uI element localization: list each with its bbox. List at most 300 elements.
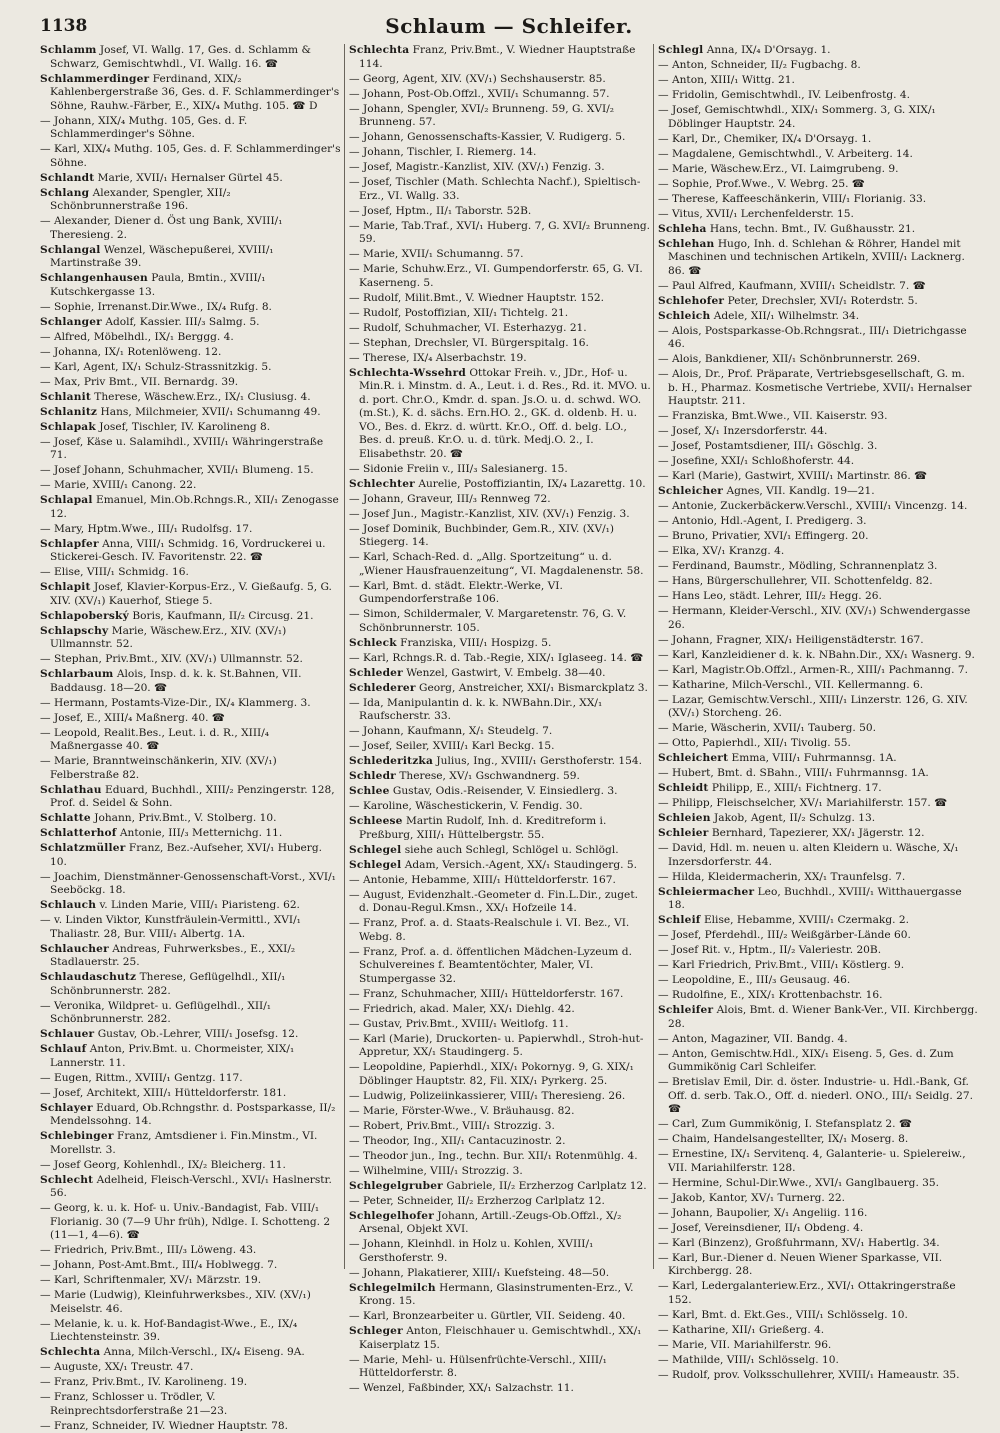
entry-details: — Karl, Dr., Chemiker, IX/₄ D'Orsayg. 1. [658, 133, 871, 145]
entry-surname: Schledr [349, 770, 396, 782]
entry-details: — Mary, Hptm.Wwe., III/₁ Rudolfsg. 17. [40, 523, 252, 535]
directory-entry [349, 652, 651, 666]
directory-entry [40, 115, 342, 142]
directory-entry [349, 367, 651, 462]
entry-details: — Ernestine, IX/₁ Servitenq. 4, Galanterie- u. Spielereiw., VII. Mariahilferstr. 128. [658, 1148, 966, 1174]
entry-details: — Sidonie Freiin v., III/₃ Salesianerg. 15. [349, 463, 568, 475]
directory-entry [40, 581, 342, 608]
entry-details: — Karl, Schriftenmaler, XV/₁ Märzstr. 19. [40, 1274, 261, 1286]
directory-entry [658, 842, 978, 869]
entry-details: — Ida, Manipulantin d. k. k. NWBahn.Dir., XX/₁ Raufscherstr. 33. [349, 697, 602, 723]
directory-entry [40, 331, 342, 345]
entry-surname: Schlandt [40, 172, 94, 184]
directory-entry [40, 899, 342, 913]
entry-details: Marie, XVII/₁ Hernalser Gürtel 45. [98, 172, 283, 184]
entry-details: Wenzel, Wäschepußerei, XVIII/₁ Martinstraße 39. [50, 244, 274, 270]
entry-details: — Johann, Plakatierer, XIII/₁ Kuefsteing. 48—50. [349, 1267, 609, 1279]
entry-details: — Georg, Agent, XIV. (XV/₁) Sechshauserstr. 85. [349, 73, 606, 85]
directory-entry [40, 391, 342, 405]
entry-surname: Schlaucher [40, 943, 109, 955]
entry-details: — Anton, XIII/₁ Wittg. 21. [658, 74, 795, 86]
directory-entry [658, 515, 978, 529]
directory-entry [658, 1324, 978, 1338]
directory-entry [658, 1004, 978, 1031]
entry-details: — Josef, Seiler, XVIII/₁ Karl Beckg. 15. [349, 740, 555, 752]
entry-details: — Marie, Tab.Traf., XVI/₁ Huberg. 7, G. XVI/₂ Brunneng. 59. [349, 220, 650, 246]
entry-details: — Johann, Fragner, XIX/₁ Heiligenstädterstr. 167. [658, 634, 924, 646]
directory-entry [658, 455, 978, 469]
directory-entry [349, 1354, 651, 1381]
directory-entry [658, 133, 978, 147]
entry-details: — Karl, Bur.-Diener d. Neuen Wiener Sparkasse, VII. Kirchbergg. 28. [658, 1252, 942, 1278]
entry-details: — Alois, Bankdiener, XII/₁ Schönbrunnerstr. 269. [658, 353, 920, 365]
directory-entry [40, 1130, 342, 1157]
directory-entry [40, 272, 342, 299]
directory-entry [349, 1120, 651, 1134]
directory-entry [658, 974, 978, 988]
entry-details: Georg, Anstreicher, XXI/₁ Bismarckplatz 3. [419, 682, 648, 694]
entry-details: Alois, Bmt. d. Wiener Bank-Ver., VII. Kirchbergg. 28. [668, 1004, 978, 1030]
directory-entry [658, 368, 978, 409]
entry-details: — Katharine, Milch-Verschl., VII. Kellermanng. 6. [658, 679, 923, 691]
entry-details: — Karl Friedrich, Priv.Bmt., VIII/₁ Köstlerg. 9. [658, 959, 904, 971]
directory-entry [658, 1222, 978, 1236]
entry-details: — Josef Rit. v., Hptm., II/₂ Valeriestr. 20B. [658, 944, 881, 956]
entry-details: — Otto, Papierhdl., XII/₁ Tivolig. 55. [658, 737, 851, 749]
entry-details: — Josef, Gemischtwhdl., XIX/₁ Sommerg. 3, G. XIX/₁ Döblinger Hauptstr. 24. [658, 104, 936, 130]
entry-details: — Johann, Kaufmann, X/₁ Steudelg. 7. [349, 725, 552, 737]
directory-entry [349, 946, 651, 987]
entry-surname: Schlayer [40, 1102, 93, 1114]
entry-details: Elise, Hebamme, XVIII/₁ Czermakg. 2. [704, 914, 909, 926]
directory-entry [349, 917, 651, 944]
entry-details: Gustav, Odis.-Reisender, V. Einsiedlerg. 3. [393, 785, 618, 797]
directory-entry [349, 146, 651, 160]
entry-surname: Schleier [658, 827, 709, 839]
entry-surname: Schlanger [40, 316, 102, 328]
entry-details: — Vitus, XVII/₁ Lerchenfelderstr. 15. [658, 208, 854, 220]
entry-surname: Schlang [40, 187, 89, 199]
entry-details: Adele, XII/₁ Wilhelmstr. 34. [714, 310, 859, 322]
directory-entry [40, 1274, 342, 1288]
directory-entry [40, 697, 342, 711]
entry-details: Paula, Bmtin., XVIII/₁ Kutschkergasse 13. [50, 272, 266, 298]
directory-entry [40, 523, 342, 537]
entry-details: Hans, techn. Bmt., IV. Gußhausstr. 21. [710, 223, 915, 235]
entry-surname: Schlatterhof [40, 827, 117, 839]
entry-details: Therese, XV/₁ Gschwandnerg. 59. [399, 770, 579, 782]
entry-surname: Schlebinger [40, 1130, 114, 1142]
directory-entry [40, 301, 342, 315]
entry-details: — Josef, Postamtsdiener, III/₁ Göschlg. 3. [658, 440, 877, 452]
entry-details: — Johann, Post-Ob.Offzl., XVII/₁ Schumanng. 57. [349, 88, 610, 100]
directory-entry [40, 44, 342, 71]
entry-details: Josef, Tischler, IV. Karolineng 8. [99, 421, 270, 433]
directory-entry [349, 1135, 651, 1149]
directory-entry [349, 493, 651, 507]
entry-details: — Johann, XIX/₄ Muthg. 105, Ges. d. F. Schlammerdinger's Söhne. [40, 115, 247, 141]
directory-entry [349, 725, 651, 739]
entry-details: — Bruno, Privatier, XVI/₁ Effingerg. 20. [658, 530, 869, 542]
entry-details: Josef, Klavier-Korpus-Erz., V. Gießaufg. 5, G. XIV. (XV/₁) Kauerhof, Stiege 5. [50, 581, 332, 607]
entry-details: v. Linden Marie, VIII/₁ Piaristeng. 62. [100, 899, 300, 911]
directory-entry [658, 590, 978, 604]
entry-details: — Karl (Binzenz), Großfuhrmann, XV/₁ Habertlg. 34. [658, 1237, 940, 1249]
directory-entry [349, 770, 651, 784]
entry-surname: Schlatzmüller [40, 842, 125, 854]
entry-details: Ferdinand, XIX/₂ Kahlenbergerstraße 36, Ges. d. F. Schlammerdinger's Söhne, Rauhw.-Färber, E., XIX/₄ Muthg. 105. ☎ D [50, 73, 339, 112]
directory-entry [349, 352, 651, 366]
directory-entry [40, 1346, 342, 1360]
directory-entry [658, 1280, 978, 1307]
entry-surname: Schlanitz [40, 406, 97, 418]
directory-entry [658, 148, 978, 162]
entry-details: Therese, Geflügelhdl., XII/₁ Schönbrunnerstr. 282. [50, 971, 285, 997]
entry-details: — Simon, Schildermaler, V. Margaretenstr. 76, G. V. Schönbrunnerstr. 105. [349, 608, 626, 634]
directory-entry [658, 1148, 978, 1175]
directory-entry [658, 325, 978, 352]
entry-details: — Katharine, XII/₁ Grießerg. 4. [658, 1324, 824, 1336]
entry-details: — Anton, Magaziner, VII. Bandg. 4. [658, 1033, 848, 1045]
entry-details: — Leopoldine, Papierhdl., XIX/₁ Pokornyg. 9, G. XIX/₁ Döblinger Hauptstr. 82, Fil. XIX/₁ Pyrkerg. 25. [349, 1061, 634, 1087]
entry-details: — Karl, Bronzearbeiter u. Gürtler, VII. Seideng. 40. [349, 1310, 625, 1322]
directory-entry [40, 73, 342, 114]
entry-details: Aurelie, Postoffiziantin, IX/₄ Lazarettg. 10. [418, 478, 645, 490]
directory-entry [349, 874, 651, 888]
entry-details: Anna, IX/₄ D'Orsayg. 1. [707, 44, 831, 56]
entry-surname: Schlathau [40, 784, 102, 796]
directory-entry [40, 215, 342, 242]
directory-entry [40, 361, 342, 375]
directory-entry [658, 353, 978, 367]
directory-entry [349, 1105, 651, 1119]
entry-details: Anton, Priv.Bmt. u. Chormeister, XIX/₁ Lannerstr. 11. [50, 1043, 294, 1069]
entry-details: — Jakob, Kantor, XV/₁ Turnerg. 22. [658, 1192, 845, 1204]
directory-entry [349, 755, 651, 769]
entry-surname: Schlamm [40, 44, 97, 56]
directory-entry [349, 697, 651, 724]
entry-details: — Franz, Prof. a. d. öffentlichen Mädchen-Lyzeum d. Schulvereines f. Beamtentöchter, Maler, VI. Stumpergasse 32. [349, 946, 632, 985]
directory-entry [349, 1180, 651, 1194]
entry-surname: Schleha [658, 223, 707, 235]
entry-details: Adelheid, Fleisch-Verschl., XVI/₁ Haslnerstr. 56. [50, 1174, 332, 1200]
directory-entry [349, 205, 651, 219]
entry-surname: Schlederitzka [349, 755, 433, 767]
directory-entry [349, 523, 651, 550]
entry-details: — Chaim, Handelsangestellter, IX/₁ Moserg. 8. [658, 1133, 908, 1145]
entry-details: — Josef, Hptm., II/₁ Taborstr. 52B. [349, 205, 531, 217]
directory-entry [349, 1267, 651, 1281]
entry-details: — Friedrich, Priv.Bmt., III/₃ Löweng. 43. [40, 1244, 256, 1256]
entry-surname: Schleichert [658, 752, 728, 764]
entry-surname: Schlaudaschutz [40, 971, 136, 983]
directory-entry [40, 1361, 342, 1375]
entry-surname: Schlegl [658, 44, 703, 56]
directory-entry [658, 886, 978, 913]
entry-details: Eduard, Ob.Rchngsthr. d. Postsparkasse, II/₂ Mendelssohng. 14. [50, 1102, 335, 1128]
entry-details: — Josef Georg, Kohlenhdl., IX/₂ Bleicherg. 11. [40, 1159, 286, 1171]
column-right [658, 44, 978, 1274]
directory-entry [658, 545, 978, 559]
directory-entry [349, 131, 651, 145]
column-middle [349, 44, 651, 1274]
entry-surname: Schlegelmilch [349, 1282, 436, 1294]
entry-surname: Schlechta-Wssehrd [349, 367, 466, 379]
entry-details: Antonie, III/₃ Metternichg. 11. [120, 827, 282, 839]
directory-entry [40, 755, 342, 782]
entry-details: Emanuel, Min.Ob.Rchngs.R., XII/₁ Zenogasse 12. [50, 494, 339, 520]
page-title: Schlaum — Schleifer. [40, 14, 978, 38]
entry-details: Gustav, Ob.-Lehrer, VIII/₁ Josefsg. 12. [98, 1028, 299, 1040]
directory-entry [658, 767, 978, 781]
directory-entry [349, 248, 651, 262]
entry-details: — Karl, Rchngs.R. d. Tab.-Regie, XIX/₁ Iglaseeg. 14. ☎ [349, 652, 643, 664]
directory-entry [658, 410, 978, 424]
entry-details: — Ferdinand, Baumstr., Mödling, Schrannenplatz 3. [658, 560, 937, 572]
directory-entry [40, 464, 342, 478]
entry-details: — Max, Priv Bmt., VII. Bernardg. 39. [40, 376, 238, 388]
directory-entry [349, 1310, 651, 1324]
entry-details: — Karl (Marie), Gastwirt, XVIII/₁ Martinstr. 86. ☎ [658, 470, 927, 482]
entry-details: — Alois, Postsparkasse-Ob.Rchngsrat., III/₁ Dietrichgasse 46. [658, 325, 967, 351]
directory-entry [658, 1369, 978, 1383]
entry-details: — Robert, Priv.Bmt., VIII/₁ Strozzig. 3. [349, 1120, 555, 1132]
directory-entry [40, 406, 342, 420]
entry-details: — Lazar, Gemischtw.Verschl., XIII/₁ Linzerstr. 126, G. XIV. (XV/₁) Storcheng. 26. [658, 694, 968, 720]
entry-details: — Anton, Gemischtw.Hdl., XIX/₁ Eiseng. 5, Ges. d. Zum Gummikönig Carl Schleifer. [658, 1048, 954, 1074]
entry-details: — Marie, XVIII/₁ Canong. 22. [40, 479, 196, 491]
directory-entry [349, 176, 651, 203]
entry-details: — Hans Leo, städt. Lehrer, III/₂ Hegg. 26. [658, 590, 882, 602]
entry-details: — Leopold, Realit.Bes., Leut. i. d. R., XIII/₄ Maßnergasse 40. ☎ [40, 727, 269, 753]
directory-entry [658, 295, 978, 309]
directory-entry [349, 220, 651, 247]
directory-entry [349, 307, 651, 321]
entry-details: — Josef, Vereinsdiener, II/₁ Obdeng. 4. [658, 1222, 863, 1234]
directory-entry [349, 815, 651, 842]
entry-details: — Magdalene, Gemischtwhdl., V. Arbeiterg. 14. [658, 148, 913, 160]
directory-entry [658, 1033, 978, 1047]
directory-entry [658, 500, 978, 514]
entry-details: — Josef Dominik, Buchbinder, Gem.R., XIV. (XV/₁) Stiegerg. 14. [349, 523, 614, 549]
entry-surname: Schlederer [349, 682, 416, 694]
directory-entry [40, 668, 342, 695]
directory-entry [658, 425, 978, 439]
entry-details: — Melanie, k. u. k. Hof-Bandagist-Wwe., E., IX/₄ Liechtensteinstr. 39. [40, 1318, 297, 1344]
directory-entry [658, 163, 978, 177]
directory-entry [40, 1102, 342, 1129]
directory-entry [40, 1391, 342, 1418]
directory-entry [349, 800, 651, 814]
entry-details: — Franz, Schlosser u. Trödler, V. Reinprechtsdorferstraße 21—23. [40, 1391, 227, 1417]
entry-surname: Schlanit [40, 391, 91, 403]
directory-entry [658, 1192, 978, 1206]
entry-details: — Alfred, Möbelhdl., IX/₁ Berggg. 4. [40, 331, 234, 343]
directory-entry [349, 608, 651, 635]
directory-entry [658, 280, 978, 294]
directory-entry [349, 1003, 651, 1017]
entry-details: Agnes, VII. Kandlg. 19—21. [726, 485, 874, 497]
entry-surname: Schlammerdinger [40, 73, 149, 85]
entry-surname: Schleich [658, 310, 710, 322]
directory-entry [349, 889, 651, 916]
entry-details: Boris, Kaufmann, II/₂ Circusg. 21. [132, 610, 313, 622]
entry-details: — Karl, Bmt. d. Ekt.Ges., VIII/₁ Schlösselg. 10. [658, 1309, 908, 1321]
directory-entry [658, 575, 978, 589]
entry-surname: Schlarbaum [40, 668, 113, 680]
entry-details: — Karl, Bmt. d. städt. Elektr.-Werke, VI. Gumpendorferstraße 106. [349, 580, 563, 606]
directory-entry [40, 914, 342, 941]
entry-details: — Karl, Magistr.Ob.Offzl., Armen-R., XIII/₁ Pachmanng. 7. [658, 664, 968, 676]
entry-surname: Schlegelhofer [349, 1210, 434, 1222]
directory-entry [40, 625, 342, 652]
entry-details: — Anton, Schneider, II/₂ Fugbachg. 8. [658, 59, 861, 71]
entry-surname: Schlauch [40, 899, 96, 911]
entry-details: — Marie, Wäschew.Erz., VI. Laimgrubeng. 9. [658, 163, 899, 175]
entry-details: — Therese, Kaffeeschänkerin, VIII/₁ Florianig. 33. [658, 193, 926, 205]
directory-entry [40, 1072, 342, 1086]
entry-details: — Hans, Bürgerschullehrer, VII. Schottenfeldg. 82. [658, 575, 933, 587]
entry-details: — Hermann, Kleider-Verschl., XIV. (XV/₁) Schwendergasse 26. [658, 605, 970, 631]
columns [40, 44, 978, 1274]
directory-entry [40, 971, 342, 998]
entry-details: Josef, VI. Wallg. 17, Ges. d. Schlamm & Schwarz, Gemischtwhdl., VI. Wallg. 16. ☎ [50, 44, 311, 70]
entry-details: Franz, Amtsdiener i. Fin.Minstm., VI. Morellstr. 3. [50, 1130, 317, 1156]
entry-details: Philipp, E., XIII/₁ Fichtnerg. 17. [712, 782, 882, 794]
directory-entry [658, 1048, 978, 1075]
entry-surname: Schleiermacher [658, 886, 754, 898]
entry-details: Hans, Milchmeier, XVII/₁ Schumanng 49. [101, 406, 321, 418]
entry-surname: Schlechter [349, 478, 415, 490]
entry-details: — Rudolf, Schuhmacher, VI. Esterhazyg. 21. [349, 322, 587, 334]
entry-details: — Elka, XV/₁ Kranzg. 4. [658, 545, 784, 557]
directory-entry [658, 694, 978, 721]
directory-entry [40, 842, 342, 869]
entry-details: — Eugen, Rittm., XVIII/₁ Gentzg. 117. [40, 1072, 243, 1084]
entry-details: Anna, Milch-Verschl., IX/₄ Eiseng. 9A. [104, 1346, 305, 1358]
directory-entry [658, 104, 978, 131]
directory-entry [658, 812, 978, 826]
directory-entry [349, 1090, 651, 1104]
directory-entry [658, 560, 978, 574]
directory-entry [658, 1118, 978, 1132]
directory-entry [658, 634, 978, 648]
entry-details: — Stephan, Drechsler, VI. Bürgerspitalg. 16. [349, 337, 589, 349]
directory-entry [658, 1207, 978, 1221]
entry-details: — Carl, Zum Gummikönig, I. Stefansplatz 2. ☎ [658, 1118, 912, 1130]
entry-details: Franz, Priv.Bmt., V. Wiedner Hauptstraße 114. [359, 44, 635, 70]
entry-details: — Johann, Tischler, I. Riemerg. 14. [349, 146, 536, 158]
directory-entry [658, 929, 978, 943]
directory-entry [40, 538, 342, 565]
entry-details: Johann, Priv.Bmt., V. Stolberg. 10. [94, 812, 276, 824]
entry-surname: Schleien [658, 812, 711, 824]
entry-details: — Josef Johann, Schuhmacher, XVII/₁ Blumeng. 15. [40, 464, 314, 476]
entry-surname: Schleck [349, 637, 397, 649]
directory-entry [40, 172, 342, 186]
directory-entry [658, 485, 978, 499]
entry-details: — Auguste, XX/₁ Treustr. 47. [40, 1361, 193, 1373]
directory-entry [658, 737, 978, 751]
directory-entry [349, 322, 651, 336]
entry-details: — Marie, XVII/₁ Schumanng. 57. [349, 248, 524, 260]
directory-entry [349, 1150, 651, 1164]
entry-details: — Josef, Käse u. Salamihdl., XVIII/₁ Währingerstraße 71. [40, 436, 323, 462]
directory-entry [40, 653, 342, 667]
directory-entry [40, 827, 342, 841]
entry-surname: Schlauf [40, 1043, 86, 1055]
directory-entry [40, 1244, 342, 1258]
directory-entry [658, 605, 978, 632]
entry-details: — Johann, Kleinhdl. in Holz u. Kohlen, XVIII/₁ Gersthoferstr. 9. [349, 1238, 593, 1264]
entry-details: — Elise, VIII/₁ Schmidg. 16. [40, 566, 189, 578]
directory-entry [40, 1000, 342, 1027]
entry-surname: Schlauer [40, 1028, 94, 1040]
directory-entry [349, 1018, 651, 1032]
entry-details: — Sophie, Irrenanst.Dir.Wwe., IX/₄ Rufg. 8. [40, 301, 272, 313]
entry-details: Gabriele, II/₂ Erzherzog Carlplatz 12. [446, 1180, 646, 1192]
entry-details: Eduard, Buchhdl., XIII/₂ Penzingerstr. 128, Prof. d. Seidel & Sohn. [50, 784, 335, 810]
directory-entry [40, 244, 342, 271]
entry-details: — Johanna, IX/₁ Rotenlöweng. 12. [40, 346, 221, 358]
entry-details: Alois, Insp. d. k. k. St.Bahnen, VII. Baddausg. 18—20. ☎ [50, 668, 301, 694]
entry-details: — Karl, XIX/₄ Muthg. 105, Ges. d. F. Schlammerdinger's Söhne. [40, 143, 341, 169]
entry-details: — Josef Jun., Magistr.-Kanzlist, XIV. (XV/₁) Fenzig. 3. [349, 508, 630, 520]
directory-entry [40, 784, 342, 811]
entry-details: — Theodor, Ing., XII/₁ Cantacuzinostr. 2. [349, 1135, 565, 1147]
entry-details: Wenzel, Gastwirt, V. Embelg. 38—40. [406, 667, 605, 679]
entry-details: — Fridolin, Gemischtwhdl., IV. Leibenfrostg. 4. [658, 89, 910, 101]
directory-entry [349, 292, 651, 306]
directory-entry [658, 752, 978, 766]
directory-entry [349, 988, 651, 1002]
entry-details: — Franz, Prof. a. d. Staats-Realschule i. VI. Bez., VI. Webg. 8. [349, 917, 629, 943]
entry-details: Adolf, Kassier. III/₃ Salmg. 5. [105, 316, 259, 328]
directory-entry [658, 797, 978, 811]
entry-details: — Franz, Schuhmacher, XIII/₁ Hütteldorferstr. 167. [349, 988, 623, 1000]
entry-surname: Schlegelgruber [349, 1180, 443, 1192]
directory-entry [658, 1133, 978, 1147]
directory-entry [658, 1309, 978, 1323]
entry-details: — Leopoldine, E., III/₃ Geusaug. 46. [658, 974, 850, 986]
entry-details: Bernhard, Tapezierer, XX/₁ Jägerstr. 12. [712, 827, 925, 839]
entry-surname: Schlegel [349, 859, 401, 871]
entry-details: — Rudolf, Milit.Bmt., V. Wiedner Hauptstr. 152. [349, 292, 604, 304]
entry-details: — Friedrich, akad. Maler, XX/₁ Diehlg. 42. [349, 1003, 575, 1015]
entry-details: — Marie, Förster-Wwe., V. Bräuhausg. 82. [349, 1105, 574, 1117]
entry-details: — Hermine, Schul-Dir.Wwe., XVI/₁ Ganglbauerg. 35. [658, 1177, 939, 1189]
entry-surname: Schlecht [40, 1174, 93, 1186]
directory-entry [658, 178, 978, 192]
entry-details: — Karl, Schach-Red. d. „Allg. Sportzeitung“ u. d. „Wiener Hausfrauenzeitung“, VI. Magdalenenstr. 58. [349, 551, 643, 577]
directory-entry [349, 1033, 651, 1060]
entry-details: Franz, Bez.-Aufseher, XVI/₁ Huberg. 10. [50, 842, 322, 868]
entry-details: — Marie, Schuhw.Erz., VI. Gumpendorferstr. 65, G. VI. Kaserneng. 5. [349, 263, 643, 289]
entry-details: — Marie, VII. Mariahilferstr. 96. [658, 1339, 831, 1351]
directory-entry [349, 682, 651, 696]
directory-entry [658, 722, 978, 736]
entry-details: — Bretislav Emil, Dir. d. öster. Industrie- u. Hdl.-Bank, Gf. Off. d. serb. Tak.O., Off. d. niederl. ONO., III/₁ Seidlg. 27. ☎ [658, 1076, 973, 1115]
directory-entry [40, 1087, 342, 1101]
entry-details: — Gustav, Priv.Bmt., XVIII/₁ Weitlofg. 11. [349, 1018, 569, 1030]
directory-entry [40, 143, 342, 170]
directory-entry [40, 871, 342, 898]
entry-details: — Marie (Ludwig), Kleinfuhrwerksbes., XIV. (XV/₁) Meiselstr. 46. [40, 1289, 311, 1315]
entry-details: — Mathilde, VIII/₁ Schlösselg. 10. [658, 1354, 839, 1366]
entry-details: — Josef, Pferdehdl., III/₂ Weißgärber-Lände 60. [658, 929, 911, 941]
directory-entry [349, 1238, 651, 1265]
entry-surname: Schlapfer [40, 538, 99, 550]
